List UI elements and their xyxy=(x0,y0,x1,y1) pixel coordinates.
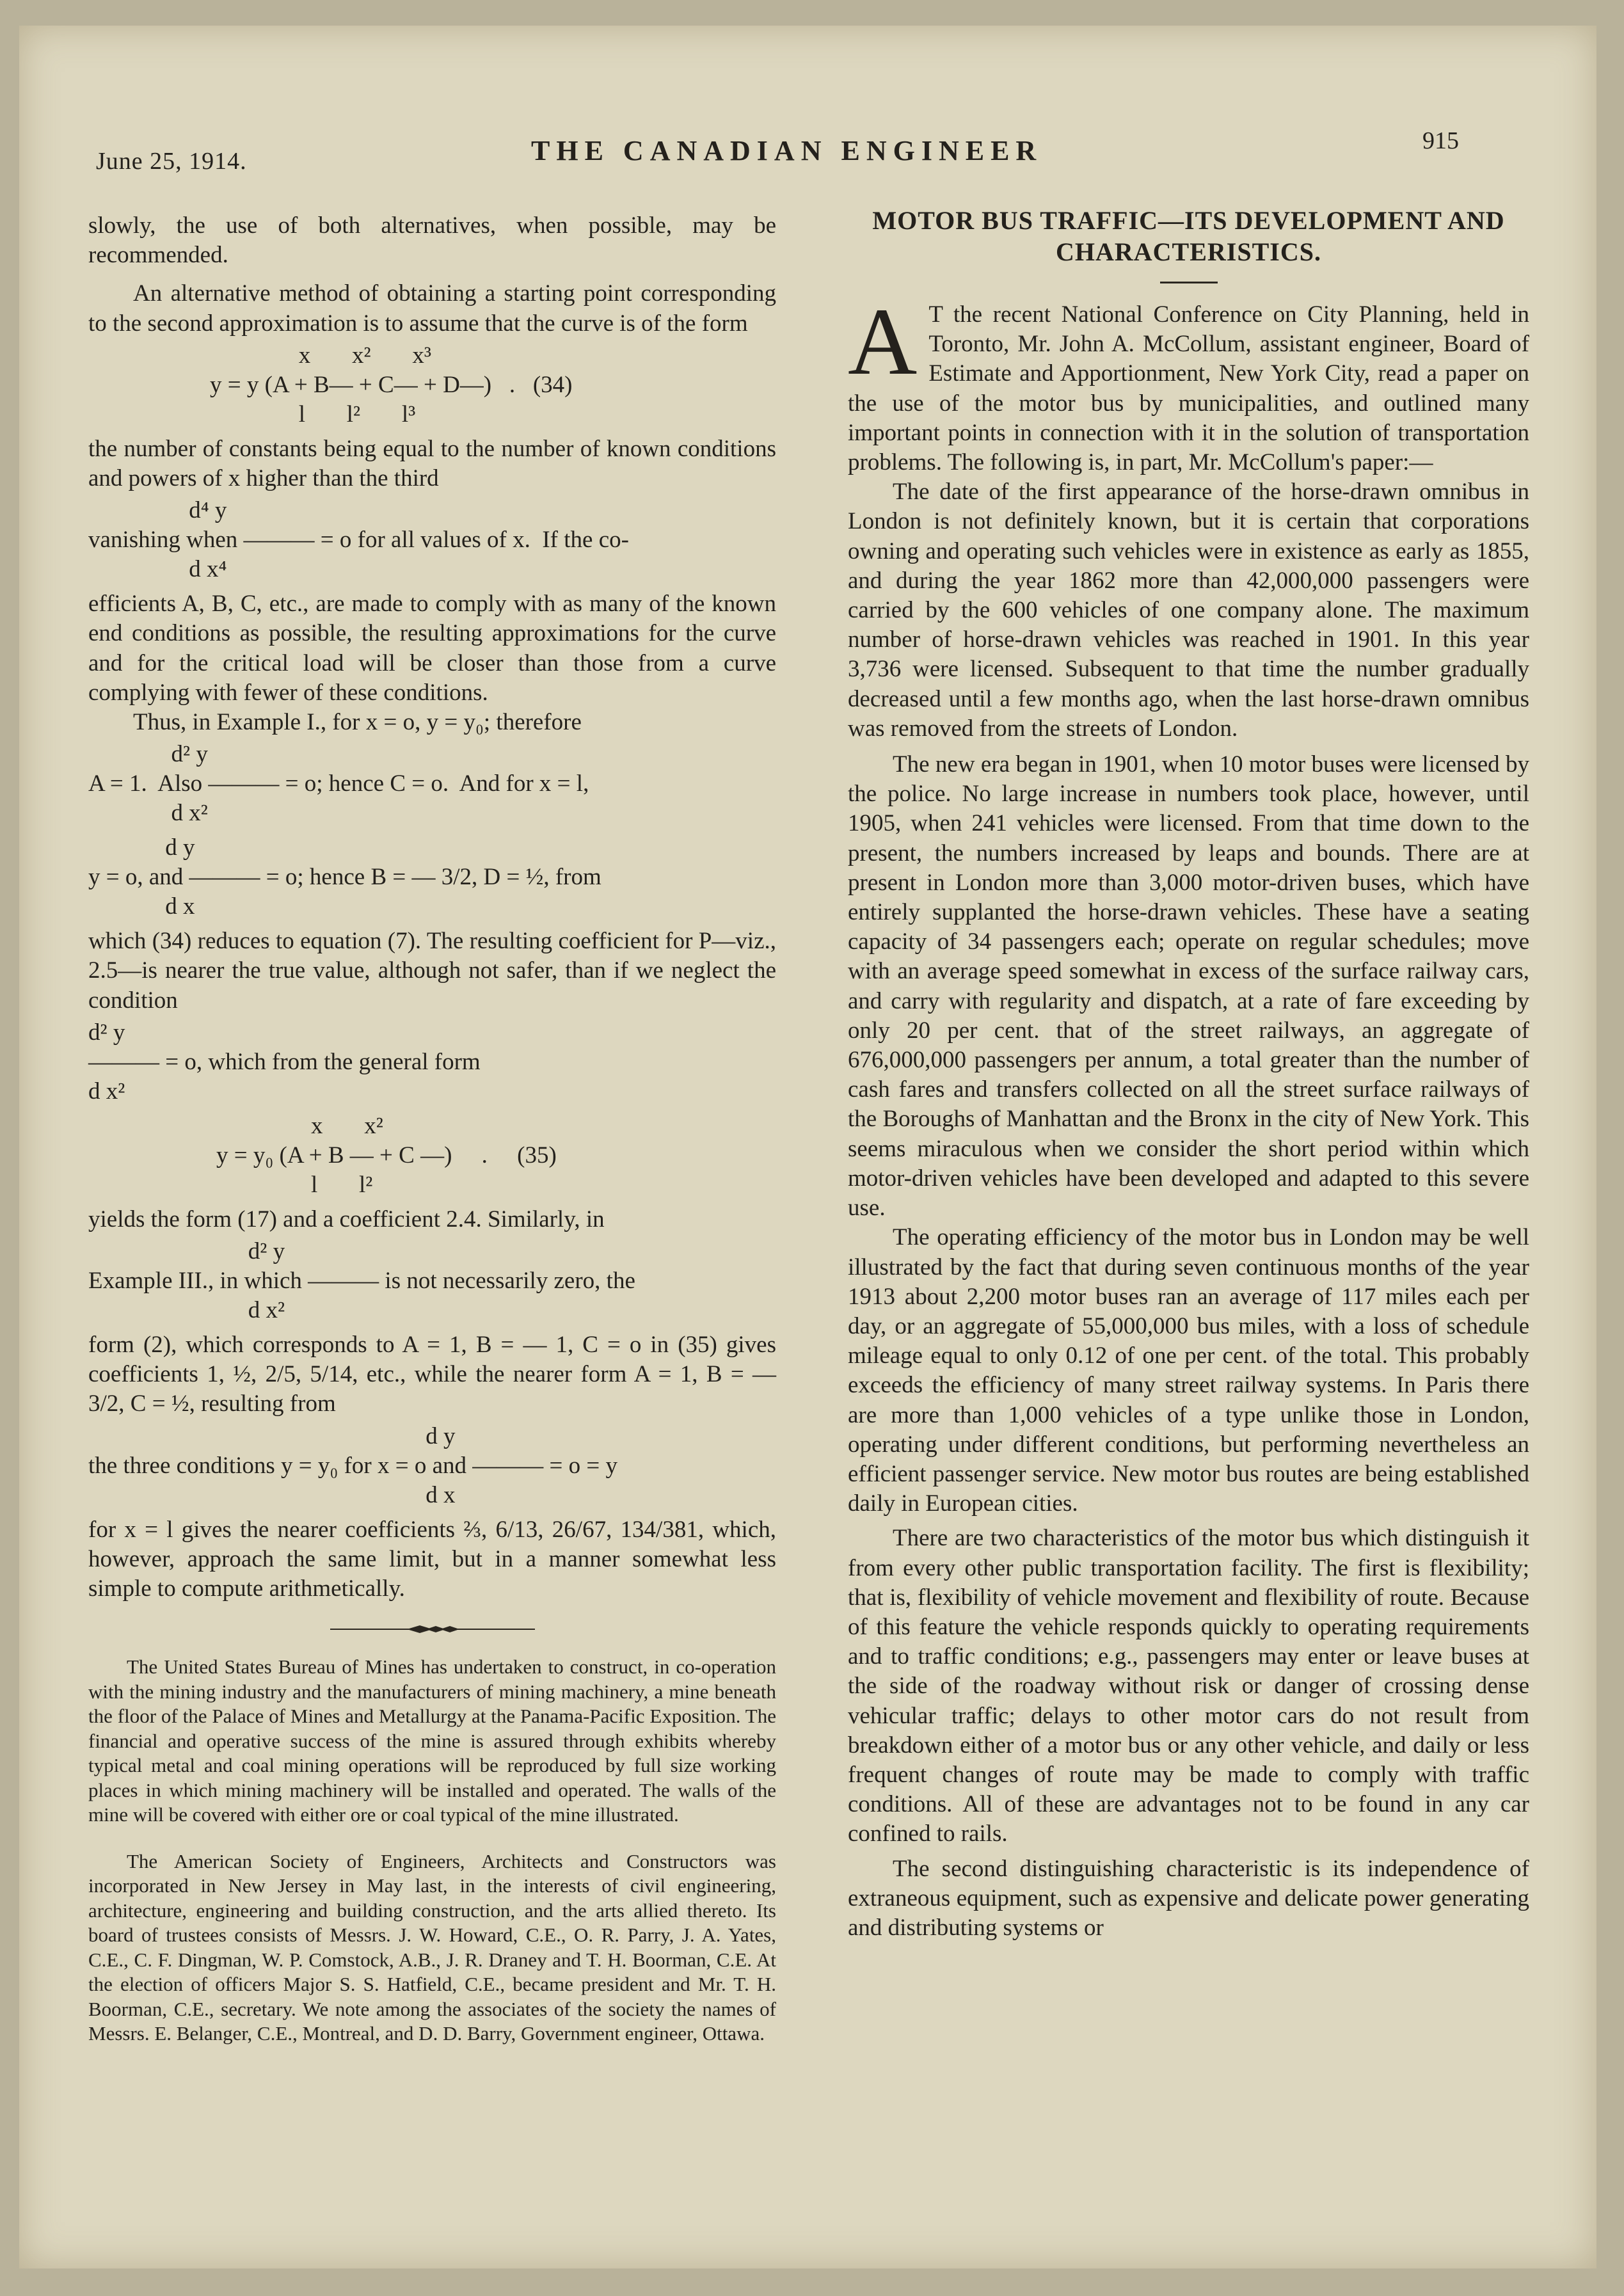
paragraph: efficients A, B, C, etc., are made to comply with as many of the known end conditions as possible, the resulting approximations for the curve and for the critical load will be closer than those from a curve complying with fewer of these conditions. xyxy=(88,591,776,706)
article-title-line: MOTOR BUS TRAFFIC—ITS DEVELOPMENT AND xyxy=(872,206,1505,235)
right-column xyxy=(848,206,1529,1943)
equation-numerator: d⁴ y xyxy=(88,497,227,524)
paragraph: The operating efficiency of the motor bus in London may be well illustrated by the fact that during seven continuous months of the year 1913 about 2,200 motor buses ran an average of 117 miles each per day, or an aggregate of 55,000,000 bus miles, with a loss of schedule mileage equal to only 0.12 of one per cent. of the total. This probably exceeds the efficiency of many street railway systems. In Paris there are more than 1,000 vehicles of a type unlike those in London, operating under different conditions, but performing nevertheless an efficient passenger service. New motor bus routes are being established daily in European cities. xyxy=(848,1224,1529,1517)
equation-denominator: d x² xyxy=(88,800,208,827)
page-header xyxy=(96,127,1472,192)
second-derivative-condition xyxy=(88,1018,776,1106)
equation-denominator: d x² xyxy=(88,1297,285,1324)
equation-main: ——— = o, which from the general form xyxy=(88,1048,481,1075)
equation-denominator: d x⁴ xyxy=(88,556,227,583)
paragraph: The second distinguishing characteristic is its independence of extraneous equipment, such as expensive and delicate power generating and distributing systems or xyxy=(848,1855,1529,1941)
paragraph: slowly, the use of both alternatives, when possible, may be recommended. xyxy=(88,212,776,269)
equation-main: the three conditions y = y₀ for x = o and ——— = o = y xyxy=(88,1452,617,1479)
equation-denominator: d x xyxy=(88,893,195,920)
opening-paragraph xyxy=(848,289,1529,477)
news-notes xyxy=(88,1655,776,2046)
paragraph: form (2), which corresponds to A = 1, B = — 1, C = o in (35) gives coefficients 1, ½, 2/5, 5/14, etc., while the nearer form A = 1, B = — 3/2, C = ½, resulting from xyxy=(88,1332,776,1417)
opening-text: T the recent National Conference on City Planning, held in Toronto, Mr. John A. McCollum, assistant engineer, Board of Estimate and Apportionment, New York City, read a paper on the use of the motor bus by municipalities, and outlined many important points in connection with it in the solution of transportation problems. The following is, in part, Mr. McCollum's paper:— xyxy=(848,301,1529,476)
paragraph: which (34) reduces to equation (7). The resulting coefficient for P—viz., 2.5—is nearer the true value, although not safer, than if we neglect the condition xyxy=(88,928,776,1014)
equation-main: y = y₀ (A + B — + C —) . (35) xyxy=(216,1142,557,1168)
article-title-line: CHARACTERISTICS. xyxy=(1056,237,1321,266)
example-1-condition-a xyxy=(88,740,776,828)
equation-main: Example III., in which ——— is not necessarily zero, the xyxy=(88,1268,635,1295)
equation-denominator: l l² l³ xyxy=(210,401,416,427)
journal-title: THE CANADIAN ENGINEER xyxy=(531,135,1043,166)
paragraph: the number of constants being equal to the number of known conditions and powers of x higher than the third xyxy=(88,435,776,492)
article-title xyxy=(848,205,1529,267)
paragraph: for x = l gives the nearer coefficients ⅔, 6/13, 26/67, 134/381, which, however, approach the same limit, but in a manner somewhat less simple to compute arithmetically. xyxy=(88,1516,776,1602)
article-body xyxy=(848,289,1529,1943)
equation-numerator: x x² xyxy=(216,1112,383,1139)
paragraph: There are two characteristics of the motor bus which distinguish it from every other public transportation facility. The first is flexibility; that is, flexibility of vehicle movement and flexibility of route. Because of this feature the vehicle responds quickly to operating requirements and to traffic conditions; e.g., passengers may enter or leave buses at the side of the roadway without risk or danger of crossing dense vehicular traffic; delays to other motor cars do not result from breakdown either of a motor bus or any other vehicle, and daily or less frequent changes of route may be made to comply with traffic conditions. All of these are advantages not to be found in any car confined to rails. xyxy=(848,1525,1529,1847)
title-rule xyxy=(1160,282,1218,283)
journal-page xyxy=(19,26,1596,2268)
ornamental-rule-icon xyxy=(330,1623,535,1636)
paragraph: An alternative method of obtaining a starting point corresponding to the second approximation is to assume that the curve is of the form xyxy=(88,280,776,337)
page-number: 915 xyxy=(1422,127,1459,154)
paragraph: The new era began in 1901, when 10 motor buses were licensed by the police. No large increase in numbers took place, however, until 1905, when 241 vehicles were licensed. From that time down to the present, the numbers increased by leaps and bounds. There are at present in London more than 3,000 motor-driven buses, which have entirely supplanted the horse-drawn vehicles. These have a seating capacity of 34 passengers each; operate on regular schedules; move with an average speed somewhat in excess of the surface railway cars, and carry with regularity and dispatch, at a rate of fare exceeding by only 20 per cent. that of the street railways, an aggregate of 676,000,000 passengers per annum, a total greater than the number of cash fares and transfers collected on all the street surface railways of the Boroughs of Manhattan and the Bronx in the city of New York. This seems miraculous when we consider the short period within which motor-driven vehicles have been developed and adapted to this severe use. xyxy=(848,751,1529,1222)
equation-denominator: l l² xyxy=(216,1171,373,1198)
equation-denominator: d x xyxy=(88,1481,456,1508)
equation-main: A = 1. Also ——— = o; hence C = o. And for x = l, xyxy=(88,770,589,797)
equation-main: y = o, and ——— = o; hence B = — 3/2, D = ½, from xyxy=(88,864,601,891)
equation-numerator: d² y xyxy=(88,741,208,768)
equation-numerator: d² y xyxy=(88,1238,285,1265)
equation-35 xyxy=(88,1112,776,1200)
vanishing-condition xyxy=(88,496,776,584)
paragraph: Thus, in Example I., for x = o, y = y₀; therefore xyxy=(133,709,582,736)
news-note-engineering-society: The American Society of Engineers, Architects and Constructors was incorporated in New Jersey in May last, in the interests of civil engineering, architecture, engineering and building construction, and the arts allied thereto. Its board of trustees consists of Messrs. J. W. Howard, C.E., O. R. Parry, J. A. Yates, C.E., C. F. Dingman, W. P. Comstock, A.B., J. R. Draney and T. H. Boorman, C.E. At the election of officers Major S. S. Hatfield, C.E., became president and Mr. T. H. Boorman, C.E., secretary. We note among the associates of the society the names of Messrs. E. Belanger, C.E., Montreal, and D. D. Barry, Government engineer, Ottawa. xyxy=(88,1849,776,2045)
equation-numerator: x x² x³ xyxy=(210,342,431,369)
issue-date: June 25, 1914. xyxy=(96,148,247,175)
equation-34 xyxy=(88,341,776,429)
paragraph: yields the form (17) and a coefficient 2.4. Similarly, in xyxy=(88,1206,605,1232)
equation-denominator: d x² xyxy=(88,1078,125,1104)
drop-cap: A xyxy=(848,289,918,395)
news-note-bureau-of-mines: The United States Bureau of Mines has undertaken to construct, in co-operation with the mining industry and the manufacturers of mining machinery, a mine beneath the floor of the Palace of Mines and Metallurgy at the Panama-Pacific Exposition. The financial and operative success of the mine is assured through exhibits whereby typical metal and coal mining operations will be reproduced by full size working places in which mining machinery will be installed and operated. The walls of the mine will be covered with either ore or coal typical of the mine illustrated. xyxy=(88,1655,776,1826)
example-1-condition-b xyxy=(88,833,776,921)
equation-main: y = y (A + B— + C— + D—) . (34) xyxy=(210,371,573,398)
equation-numerator: d² y xyxy=(88,1019,125,1046)
paragraph: The date of the first appearance of the horse-drawn omnibus in London is not definitely known, but it is certain that corporations owning and operating such vehicles were in existence as early as 1855, and during the year 1862 more than 42,000,000 passengers were carried by the 600 vehicles of one company alone. The maximum number of horse-drawn vehicles was reached in 1901. In this year 3,736 were licensed. Subsequent to that time the number gradually decreased until a few months ago, when the last horse-drawn omnibus was removed from the streets of London. xyxy=(848,479,1529,742)
equation-numerator: d y xyxy=(88,834,195,861)
left-column xyxy=(88,211,776,2068)
three-conditions xyxy=(88,1422,776,1510)
section-separator xyxy=(88,1604,776,1655)
equation-numerator: d y xyxy=(88,1423,456,1449)
equation-main: vanishing when ——— = o for all values of x. If the co- xyxy=(88,527,629,554)
example-3-condition xyxy=(88,1237,776,1325)
